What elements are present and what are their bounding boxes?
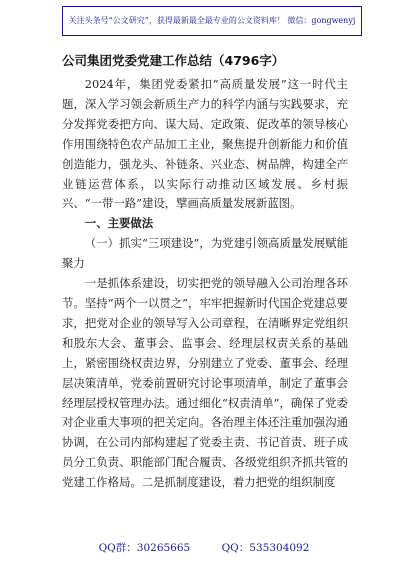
footer-qq-group: QQ群：30265665 (98, 542, 191, 554)
subsection-heading: （一）抓实“三项建设”，为党建引领高质量发展赋能聚力 (62, 236, 348, 271)
section-heading: 一、主要做法 (84, 216, 154, 231)
intro-paragraph: 2024年，集团党委紧扣“高质量发展”这一时代主题，深入学习领会新质生产力的科学内涵与实践要求，充分发挥党委把方向、谋大局、定政策、促改革的领导核心作用围绕特色农产品加工主业，聚焦提升创新能力和价值创造能力，强龙头、补链条、兴业态、树品牌，构建全产业链运营体系，以实际行动推动区域发展、乡村振兴、“一带一路”建设，擘画高质量发展新蓝图。 (62, 77, 348, 211)
header-banner: 关注头条号“公文研究”，获得最新最全最专业的公文资料库！ 微信：gongwenyj (62, 6, 362, 36)
page-title: 公司集团党委党建工作总结（4796字） (62, 53, 285, 68)
footer-qq-number: QQ：535304092 (221, 542, 310, 554)
footer-contact (0, 540, 408, 555)
document-body (62, 75, 348, 493)
body-paragraph: 一是抓体系建设，切实把党的领导融入公司治理各环节。坚持“两个一以贯之”，牢牢把握新时代国企党建总要求，把党对企业的领导写入公司章程，在清晰界定党组织和股东大会、董事会、监事会、经理层权责关系的基础上，紧密围绕权责边界，分别建立了党委、董事会、经理层决策清单，党委前置研究讨论事项清单，制定了董事会经理层授权管理办法。通过细化“权责清单”，确保了党委对企业重大事项的把关定向。各治理主体还注重加强沟通协调，在公司内部构建起了党委主责、书记首责、班子成员分工负责、职能部门配合履责、各级党组织齐抓共管的党建工作格局。二是抓制度建设，着力把党的组织制度 (62, 276, 348, 490)
